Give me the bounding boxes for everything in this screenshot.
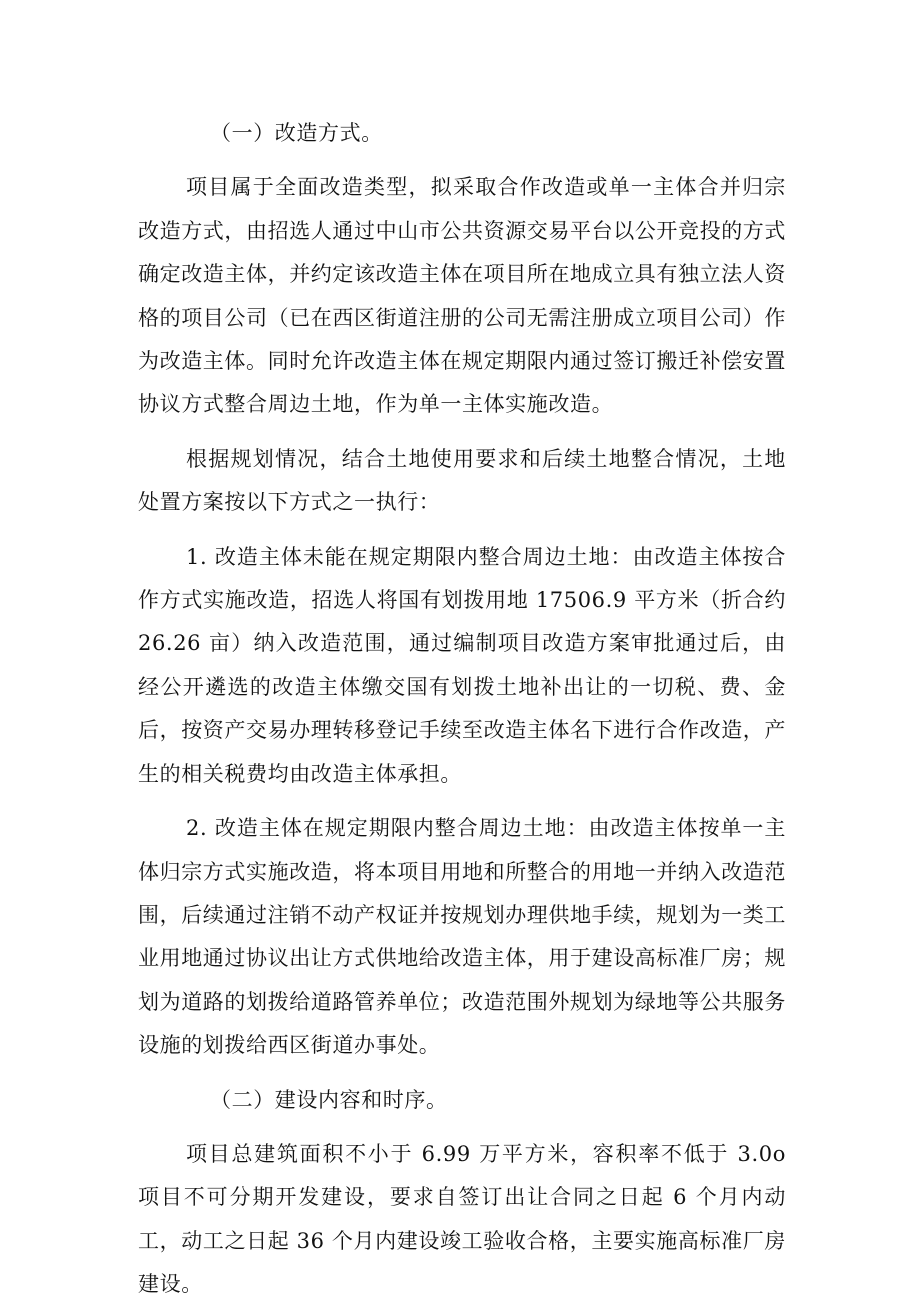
paragraph-method-overview: 项目属于全面改造类型，拟采取合作改造或单一主体合并归宗改造方式，由招选人通过中山市公共资源交易平台以公开竞投的方式确定改造主体，并约定该改造主体在项目所在地成立具有独立法人资格的项目公司（已在西区街道注册的公司无需注册成立项目公司）作为改造主体。同时允许改造主体在规定期限内通过签订搬迁补偿安置协议方式整合周边土地，作为单一主体实施改造。 — [138, 175, 786, 417]
section-heading-method: （一）改造方式。 — [210, 121, 383, 145]
paragraph-land-disposal-intro: 根据规划情况，结合土地使用要求和后续土地整合情况，土地处置方案按以下方式之一执行： — [138, 446, 786, 515]
section-heading-construction: （二）建设内容和时序。 — [210, 1087, 448, 1112]
paragraph-option-1: 1. 改造主体未能在规定期限内整合周边土地：由改造主体按合作方式实施改造，招选人将国有划拨用地 17506.9 平方米（折合约 26.26 亩）纳入改造范围，通过编制项目改造方案审批通过后，由经公开遴选的改造主体缴交国有划拨土地补出让的一切税、费、金后，按资产交易办理转移登记手续至改造主体名下进行合作改造，产生的相关税费均由改造主体承担。 — [138, 544, 786, 786]
document-page — [138, 112, 786, 1307]
paragraph-option-2: 2. 改造主体在规定期限内整合周边土地：由改造主体按单一主体归宗方式实施改造，将本项目用地和所整合的用地一并纳入改造范围，后续通过注销不动产权证并按规划办理供地手续，规划为一类工业用地通过协议出让方式供地给改造主体，用于建设高标准厂房；规划为道路的划拨给道路管养单位；改造范围外规划为绿地等公共服务设施的划拨给西区街道办事处。 — [138, 816, 786, 1058]
paragraph-construction-content: 项目总建筑面积不小于 6.99 万平方米，容积率不低于 3.0o 项目不可分期开发建设，要求自签订出让合同之日起 6 个月内动工，动工之日起 36 个月内建设竣工验收合格，主要实施高标准厂房建设。 — [138, 1141, 786, 1297]
